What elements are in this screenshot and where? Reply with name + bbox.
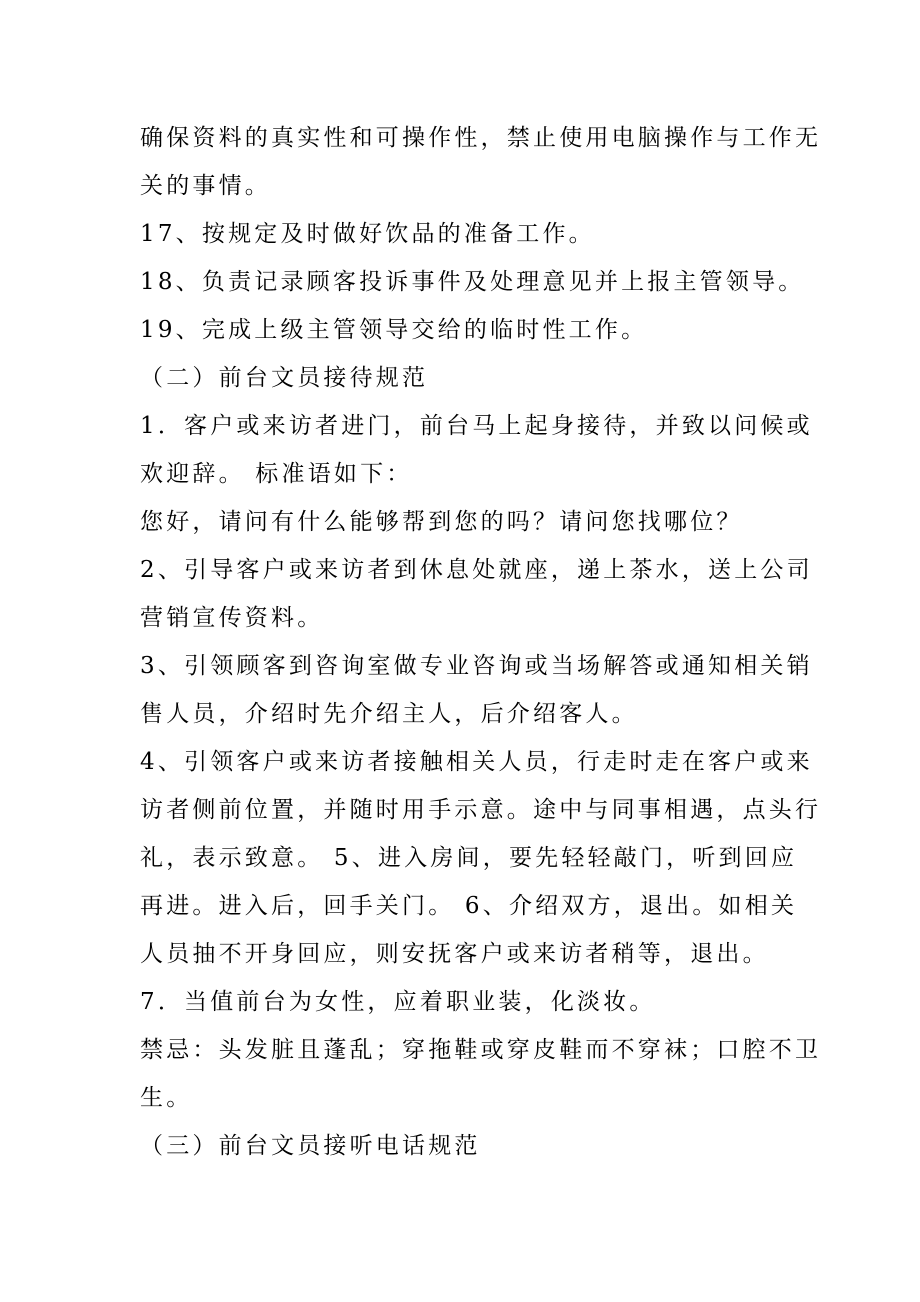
- text-line: 生。: [140, 1085, 193, 1111]
- text-line: 17、按规定及时做好饮品的准备工作。: [140, 221, 595, 247]
- text-line: 1．客户或来访者进门，前台马上起身接待，并致以问候或: [140, 413, 813, 439]
- text-line: 欢迎辞。 标准语如下：: [140, 461, 413, 487]
- text-line: 4、引领客户或来访者接触相关人员，行走时走在客户或来: [140, 749, 813, 775]
- text-line: 2、引导客户或来访者到休息处就座，递上茶水，送上公司: [140, 557, 813, 583]
- text-line: 3、引领顾客到咨询室做专业咨询或当场解答或通知相关销: [140, 653, 813, 679]
- text-line: 礼，表示致意。 5、进入房间，要先轻轻敲门，听到回应: [140, 845, 798, 871]
- section-heading: （三）前台文员接听电话规范: [140, 1133, 481, 1159]
- text-line: 禁忌：头发脏且蓬乱；穿拖鞋或穿皮鞋而不穿袜；口腔不卫: [140, 1037, 822, 1063]
- text-line: 营销宣传资料。: [140, 605, 324, 631]
- text-line: 19、完成上级主管领导交给的临时性工作。: [140, 317, 648, 343]
- text-line: 售人员，介绍时先介绍主人，后介绍客人。: [140, 701, 638, 727]
- text-line: 再进。进入后，回手关门。 6、介绍双方，退出。如相关: [140, 893, 798, 919]
- text-line: 您好，请问有什么能够帮到您的吗？请问您找哪位？: [140, 509, 743, 535]
- text-line: 人员抽不开身回应，则安抚客户或来访者稍等，退出。: [140, 941, 769, 967]
- text-line: 确保资料的真实性和可操作性，禁止使用电脑操作与工作无: [140, 125, 822, 151]
- text-line: 访者侧前位置，并随时用手示意。途中与同事相遇，点头行: [140, 797, 822, 823]
- text-line: 18、负责记录顾客投诉事件及处理意见并上报主管领导。: [140, 269, 805, 295]
- text-line: 7．当值前台为女性，应着职业装，化淡妆。: [140, 989, 656, 1015]
- section-heading: （二）前台文员接待规范: [140, 365, 429, 391]
- text-line: 关的事情。: [140, 173, 271, 199]
